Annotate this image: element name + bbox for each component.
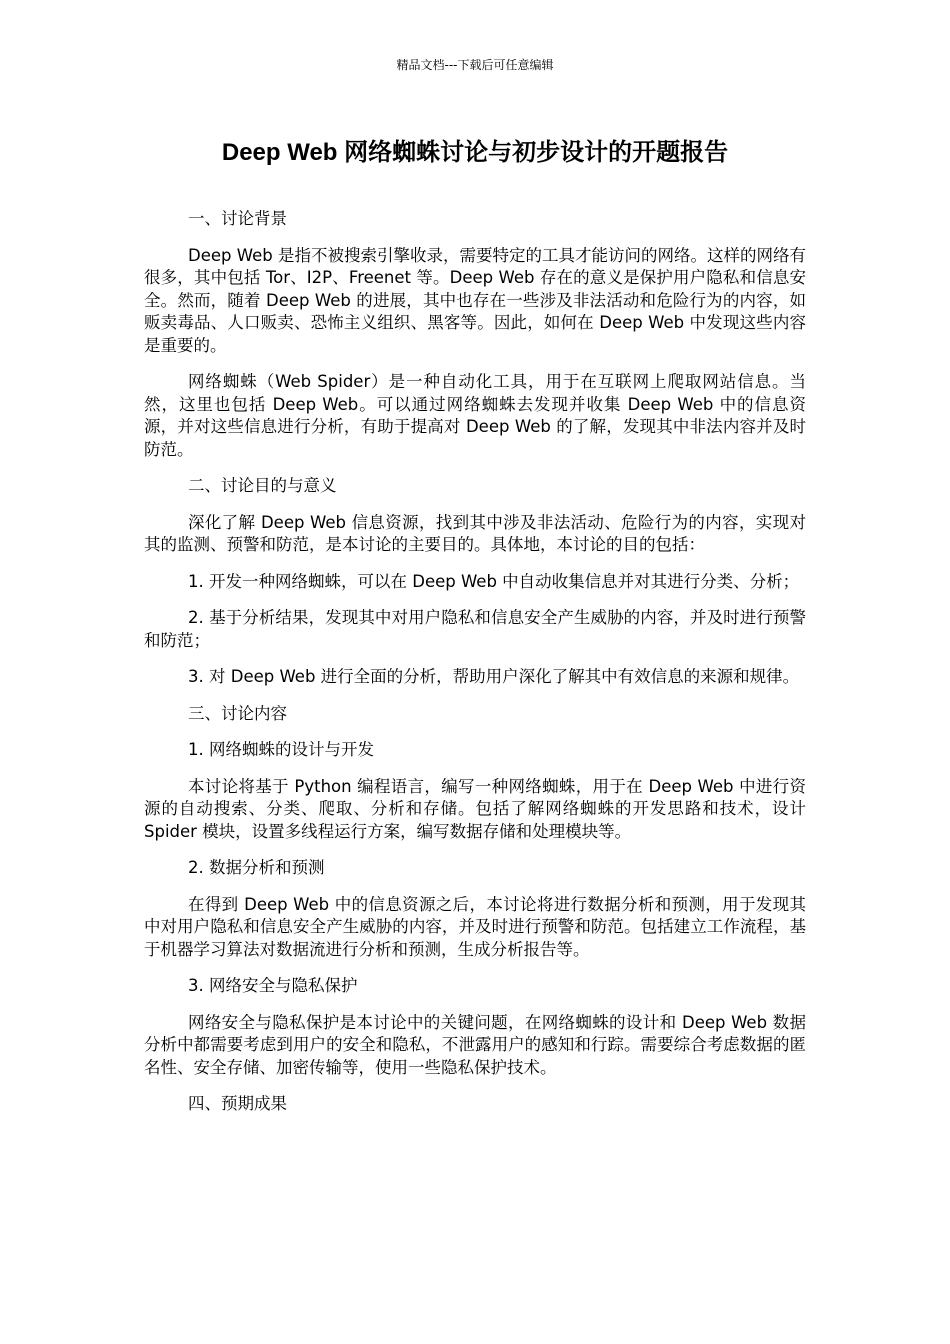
paragraph-web-spider: 网络蜘蛛（Web Spider）是一种自动化工具，用于在互联网上爬取网站信息。当然，这里也包括 Deep Web。可以通过网络蜘蛛去发现并收集 Deep Web 中的信息资源，并对这些信息进行分析，有助于提高对 Deep Web 的了解，发现其中非法内容并及时防范。 <box>144 372 806 459</box>
subheading-spider-design: 1. 网络蜘蛛的设计与开发 <box>188 740 374 759</box>
document-title: Deep Web 网络蜘蛛讨论与初步设计的开题报告 <box>221 139 729 166</box>
subheading-security-privacy: 3. 网络安全与隐私保护 <box>188 976 358 995</box>
paragraph-security-privacy: 网络安全与隐私保护是本讨论中的关键问题，在网络蜘蛛的设计和 Deep Web 数据分析中都需要考虑到用户的安全和隐私，不泄露用户的感知和行踪。需要综合考虑数据的匿名性、安全存储、加密传输等，使用一些隐私保护技术。 <box>144 1012 806 1077</box>
paragraph-spider-design: 本讨论将基于 Python 编程语言，编写一种网络蜘蛛，用于在 Deep Web 中进行资源的自动搜索、分类、爬取、分析和存储。包括了解网络蜘蛛的开发思路和技术，设计 Spider 模块，设置多线程运行方案，编写数据存储和处理模块等。 <box>144 776 806 841</box>
paragraph-purpose: 深化了解 Deep Web 信息资源，找到其中涉及非法活动、危险行为的内容，实现对其的监测、预警和防范，是本讨论的主要目的。具体地，本讨论的目的包括： <box>144 512 806 554</box>
section-heading-background: 一、讨论背景 <box>188 209 287 228</box>
section-heading-expected-results: 四、预期成果 <box>188 1094 287 1113</box>
section-heading-content: 三、讨论内容 <box>188 703 287 723</box>
paragraph-deep-web-intro: Deep Web 是指不被搜索引擎收录，需要特定的工具才能访问的网络。这样的网络有很多，其中包括 Tor、I2P、Freenet 等。Deep Web 存在的意义是保护用户隐私和信息安全。然而，随着 Deep Web 的进展，其中也存在一些涉及非法活动和危险行为的内容，如贩卖毒品、人口贩卖、恐怖主义组织、黑客等。因此，如何在 Deep Web 中发现这些内容是重要的。 <box>144 245 806 355</box>
list-item-goal-3: 3. 对 Deep Web 进行全面的分析，帮助用户深化了解其中有效信息的来源和规律。 <box>188 667 800 686</box>
header-note: 精品文档---下载后可任意编辑 <box>396 58 554 72</box>
document-body <box>144 208 806 1116</box>
list-item-goal-2: 2. 基于分析结果，发现其中对用户隐私和信息安全产生威胁的内容，并及时进行预警和防范； <box>144 608 806 650</box>
subheading-data-analysis: 2. 数据分析和预测 <box>188 858 325 877</box>
list-item-goal-1: 1. 开发一种网络蜘蛛，可以在 Deep Web 中自动收集信息并对其进行分类、分析； <box>188 571 800 591</box>
paragraph-data-analysis: 在得到 Deep Web 中的信息资源之后，本讨论将进行数据分析和预测，用于发现其中对用户隐私和信息安全产生威胁的内容，并及时进行预警和防范。包括建立工作流程，基于机器学习算法对数据流进行分析和预测，生成分析报告等。 <box>144 894 806 959</box>
section-heading-purpose: 二、讨论目的与意义 <box>188 476 337 495</box>
